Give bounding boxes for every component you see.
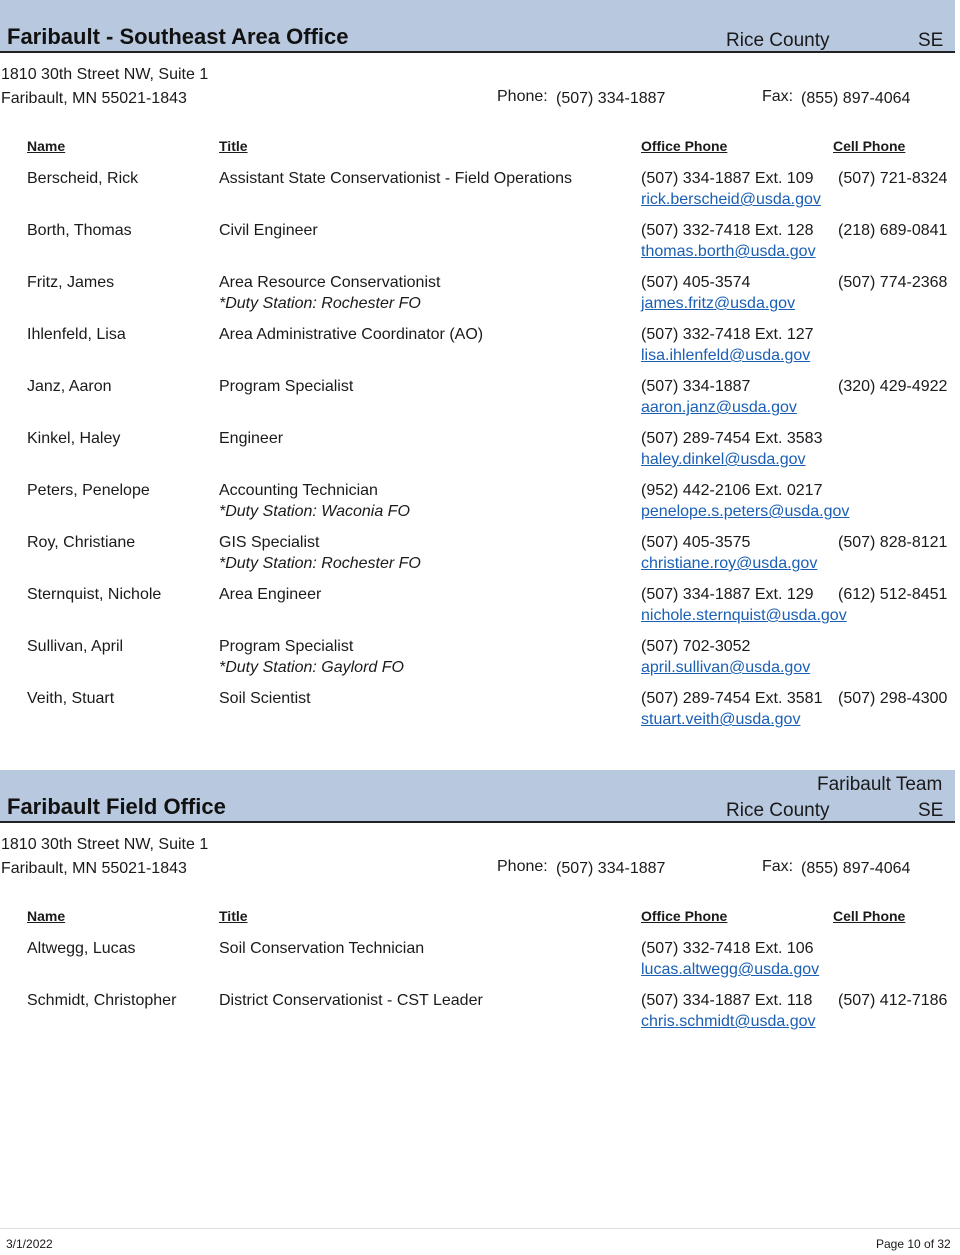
staff-office-phone: (507) 334-1887 <box>641 378 751 395</box>
staff-row <box>0 378 960 428</box>
fax-label: Fax: <box>762 88 794 105</box>
staff-row <box>0 690 960 740</box>
staff-name: Borth, Thomas <box>27 222 132 239</box>
staff-title: Assistant State Conservationist - Field Operations <box>219 170 573 187</box>
office-header-band <box>0 0 955 53</box>
fax-label: Fax: <box>762 858 794 875</box>
staff-cell-phone: (507) 721-8324 <box>838 170 948 187</box>
staff-name: Peters, Penelope <box>27 482 150 499</box>
office-fax-value: (855) 897-4064 <box>801 860 911 877</box>
staff-title: Soil Conservation Technician <box>219 940 425 957</box>
staff-duty-station: *Duty Station: Gaylord FO <box>219 659 404 676</box>
staff-office-phone: (507) 289-7454 Ext. 3583 <box>641 430 823 447</box>
staff-office-phone: (507) 405-3574 <box>641 274 751 291</box>
address-line-2: Faribault, MN 55021-1843 <box>1 860 187 877</box>
staff-office-phone: (507) 334-1887 Ext. 129 <box>641 586 814 603</box>
staff-title: Area Administrative Coordinator (AO) <box>219 326 484 343</box>
staff-cell-phone: (507) 412-7186 <box>838 992 948 1009</box>
staff-name: Sternquist, Nichole <box>27 586 162 603</box>
staff-name: Roy, Christiane <box>27 534 136 551</box>
staff-row <box>0 326 960 376</box>
staff-email-link[interactable]: lisa.ihlenfeld@usda.gov <box>641 347 811 364</box>
staff-row <box>0 638 960 688</box>
staff-office-phone: (507) 702-3052 <box>641 638 751 655</box>
staff-email-link[interactable]: stuart.veith@usda.gov <box>641 711 801 728</box>
staff-title: GIS Specialist <box>219 534 320 551</box>
office-phone-value: (507) 334-1887 <box>556 90 666 107</box>
staff-office-phone: (507) 405-3575 <box>641 534 751 551</box>
staff-title: Program Specialist <box>219 378 354 395</box>
column-header-office-phone: Office Phone <box>641 908 728 924</box>
staff-title: Program Specialist <box>219 638 354 655</box>
staff-cell-phone: (507) 298-4300 <box>838 690 948 707</box>
office-header-band <box>0 770 955 823</box>
footer-page-number: Page 10 of 32 <box>876 1237 951 1251</box>
staff-email-link[interactable]: nichole.sternquist@usda.gov <box>641 607 847 624</box>
staff-row <box>0 482 960 532</box>
staff-email-link[interactable]: christiane.roy@usda.gov <box>641 555 818 572</box>
column-header-name: Name <box>27 908 66 924</box>
staff-title: District Conservationist - CST Leader <box>219 992 483 1009</box>
staff-cell-phone: (320) 429-4922 <box>838 378 948 395</box>
staff-row <box>0 430 960 480</box>
address-line-1: 1810 30th Street NW, Suite 1 <box>1 836 209 853</box>
phone-label: Phone: <box>497 88 548 105</box>
staff-email-link[interactable]: thomas.borth@usda.gov <box>641 243 816 260</box>
staff-name: Veith, Stuart <box>27 690 115 707</box>
staff-row <box>0 940 960 990</box>
office-region: SE <box>918 800 944 821</box>
staff-name: Berscheid, Rick <box>27 170 139 187</box>
staff-office-phone: (507) 334-1887 Ext. 109 <box>641 170 814 187</box>
staff-title: Area Engineer <box>219 586 322 603</box>
staff-name: Schmidt, Christopher <box>27 992 177 1009</box>
staff-office-phone: (507) 289-7454 Ext. 3581 <box>641 690 823 707</box>
staff-row <box>0 274 960 324</box>
staff-title: Civil Engineer <box>219 222 318 239</box>
staff-office-phone: (507) 334-1887 Ext. 118 <box>641 992 813 1009</box>
footer-date: 3/1/2022 <box>6 1237 53 1251</box>
phone-label: Phone: <box>497 858 548 875</box>
staff-title: Engineer <box>219 430 284 447</box>
staff-email-link[interactable]: haley.dinkel@usda.gov <box>641 451 806 468</box>
staff-name: Sullivan, April <box>27 638 124 655</box>
staff-name: Janz, Aaron <box>27 378 112 395</box>
staff-email-link[interactable]: aaron.janz@usda.gov <box>641 399 797 416</box>
column-header-title: Title <box>219 908 248 924</box>
staff-cell-phone: (612) 512-8451 <box>838 586 948 603</box>
staff-title: Area Resource Conservationist <box>219 274 441 291</box>
staff-name: Altwegg, Lucas <box>27 940 136 957</box>
address-line-1: 1810 30th Street NW, Suite 1 <box>1 66 209 83</box>
staff-email-link[interactable]: rick.berscheid@usda.gov <box>641 191 821 208</box>
office-region: SE <box>918 30 944 51</box>
staff-cell-phone: (218) 689-0841 <box>838 222 948 239</box>
office-team: Faribault Team <box>817 774 943 795</box>
office-phone-value: (507) 334-1887 <box>556 860 666 877</box>
staff-name: Kinkel, Haley <box>27 430 121 447</box>
staff-duty-station: *Duty Station: Rochester FO <box>219 295 421 312</box>
staff-row <box>0 534 960 584</box>
column-header-office-phone: Office Phone <box>641 138 728 154</box>
column-header-name: Name <box>27 138 66 154</box>
office-county: Rice County <box>726 30 830 51</box>
staff-row <box>0 992 960 1042</box>
staff-row <box>0 170 960 220</box>
staff-duty-station: *Duty Station: Rochester FO <box>219 555 421 572</box>
staff-row <box>0 586 960 636</box>
column-header-cell-phone: Cell Phone <box>833 138 906 154</box>
staff-row <box>0 222 960 272</box>
office-fax-value: (855) 897-4064 <box>801 90 911 107</box>
office-name: Faribault Field Office <box>7 794 226 819</box>
staff-title: Accounting Technician <box>219 482 378 499</box>
staff-email-link[interactable]: chris.schmidt@usda.gov <box>641 1013 816 1030</box>
staff-office-phone: (507) 332-7418 Ext. 106 <box>641 940 814 957</box>
staff-name: Fritz, James <box>27 274 115 291</box>
address-line-2: Faribault, MN 55021-1843 <box>1 90 187 107</box>
staff-duty-station: *Duty Station: Waconia FO <box>219 503 410 520</box>
footer-divider <box>0 1228 960 1229</box>
office-name: Faribault - Southeast Area Office <box>7 24 349 49</box>
staff-office-phone: (507) 332-7418 Ext. 127 <box>641 326 814 343</box>
column-header-cell-phone: Cell Phone <box>833 908 906 924</box>
staff-email-link[interactable]: lucas.altwegg@usda.gov <box>641 961 820 978</box>
staff-email-link[interactable]: penelope.s.peters@usda.gov <box>641 503 850 520</box>
staff-name: Ihlenfeld, Lisa <box>27 326 126 343</box>
staff-cell-phone: (507) 828-8121 <box>838 534 948 551</box>
staff-email-link[interactable]: april.sullivan@usda.gov <box>641 659 811 676</box>
staff-email-link[interactable]: james.fritz@usda.gov <box>641 295 796 312</box>
staff-cell-phone: (507) 774-2368 <box>838 274 948 291</box>
staff-title: Soil Scientist <box>219 690 311 707</box>
staff-office-phone: (952) 442-2106 Ext. 0217 <box>641 482 823 499</box>
staff-office-phone: (507) 332-7418 Ext. 128 <box>641 222 814 239</box>
column-header-title: Title <box>219 138 248 154</box>
office-county: Rice County <box>726 800 830 821</box>
